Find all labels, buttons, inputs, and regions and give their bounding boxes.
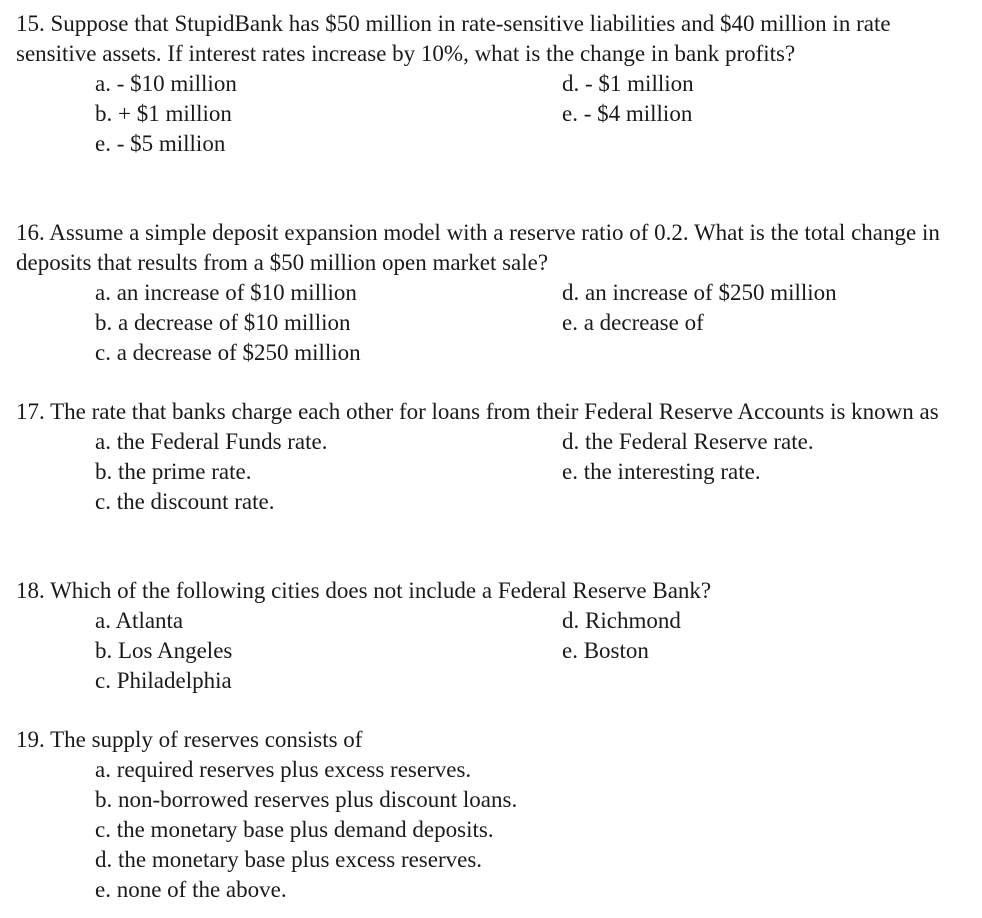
question-stem: 16. Assume a simple deposit expansion model with a reserve ratio of 0.2. What is the total change in deposits that results from a $50 million open market sale? (16, 220, 940, 275)
option-c: c. the discount rate. (95, 489, 275, 514)
question-19 (16, 725, 956, 902)
option-e: e. Boston (562, 638, 649, 663)
option-b: b. Los Angeles (95, 638, 233, 663)
option-e: e. - $5 million (95, 131, 226, 156)
option-a: a. - $10 million (95, 71, 237, 96)
option-a: a. required reserves plus excess reserves. (95, 757, 472, 782)
question-stem: 17. The rate that banks charge each other for loans from their Federal Reserve Accounts is known as (16, 399, 939, 424)
option-b: b. a decrease of $10 million (95, 310, 351, 335)
question-18 (16, 576, 956, 693)
option-b: b. + $1 million (95, 101, 232, 126)
option-a: a. the Federal Funds rate. (95, 429, 328, 454)
option-d: d. the Federal Reserve rate. (562, 429, 814, 454)
question-15 (16, 9, 956, 156)
option-c: c. Philadelphia (95, 668, 232, 693)
option-a: a. Atlanta (95, 608, 184, 633)
option-e: e. a decrease of (562, 310, 704, 335)
option-a: a. an increase of $10 million (95, 280, 357, 305)
option-e: e. the interesting rate. (562, 459, 761, 484)
option-c: c. the monetary base plus demand deposits. (95, 817, 494, 842)
question-stem: 19. The supply of reserves consists of (16, 727, 363, 752)
option-b: b. the prime rate. (95, 459, 252, 484)
question-17 (16, 397, 956, 514)
question-16 (16, 218, 956, 365)
question-stem: 18. Which of the following cities does not include a Federal Reserve Bank? (16, 578, 712, 603)
option-e: e. none of the above. (95, 877, 287, 902)
option-e: e. - $4 million (562, 101, 693, 126)
option-d: d. an increase of $250 million (562, 280, 837, 305)
option-d: d. - $1 million (562, 71, 694, 96)
option-c: c. a decrease of $250 million (95, 340, 361, 365)
option-d: d. Richmond (562, 608, 681, 633)
option-d: d. the monetary base plus excess reserves. (95, 847, 483, 872)
option-b: b. non-borrowed reserves plus discount loans. (95, 787, 518, 812)
question-stem: 15. Suppose that StupidBank has $50 million in rate-sensitive liabilities and $40 million in rate sensitive assets. If interest rates increase by 10%, what is the change in bank profits? (16, 11, 891, 66)
